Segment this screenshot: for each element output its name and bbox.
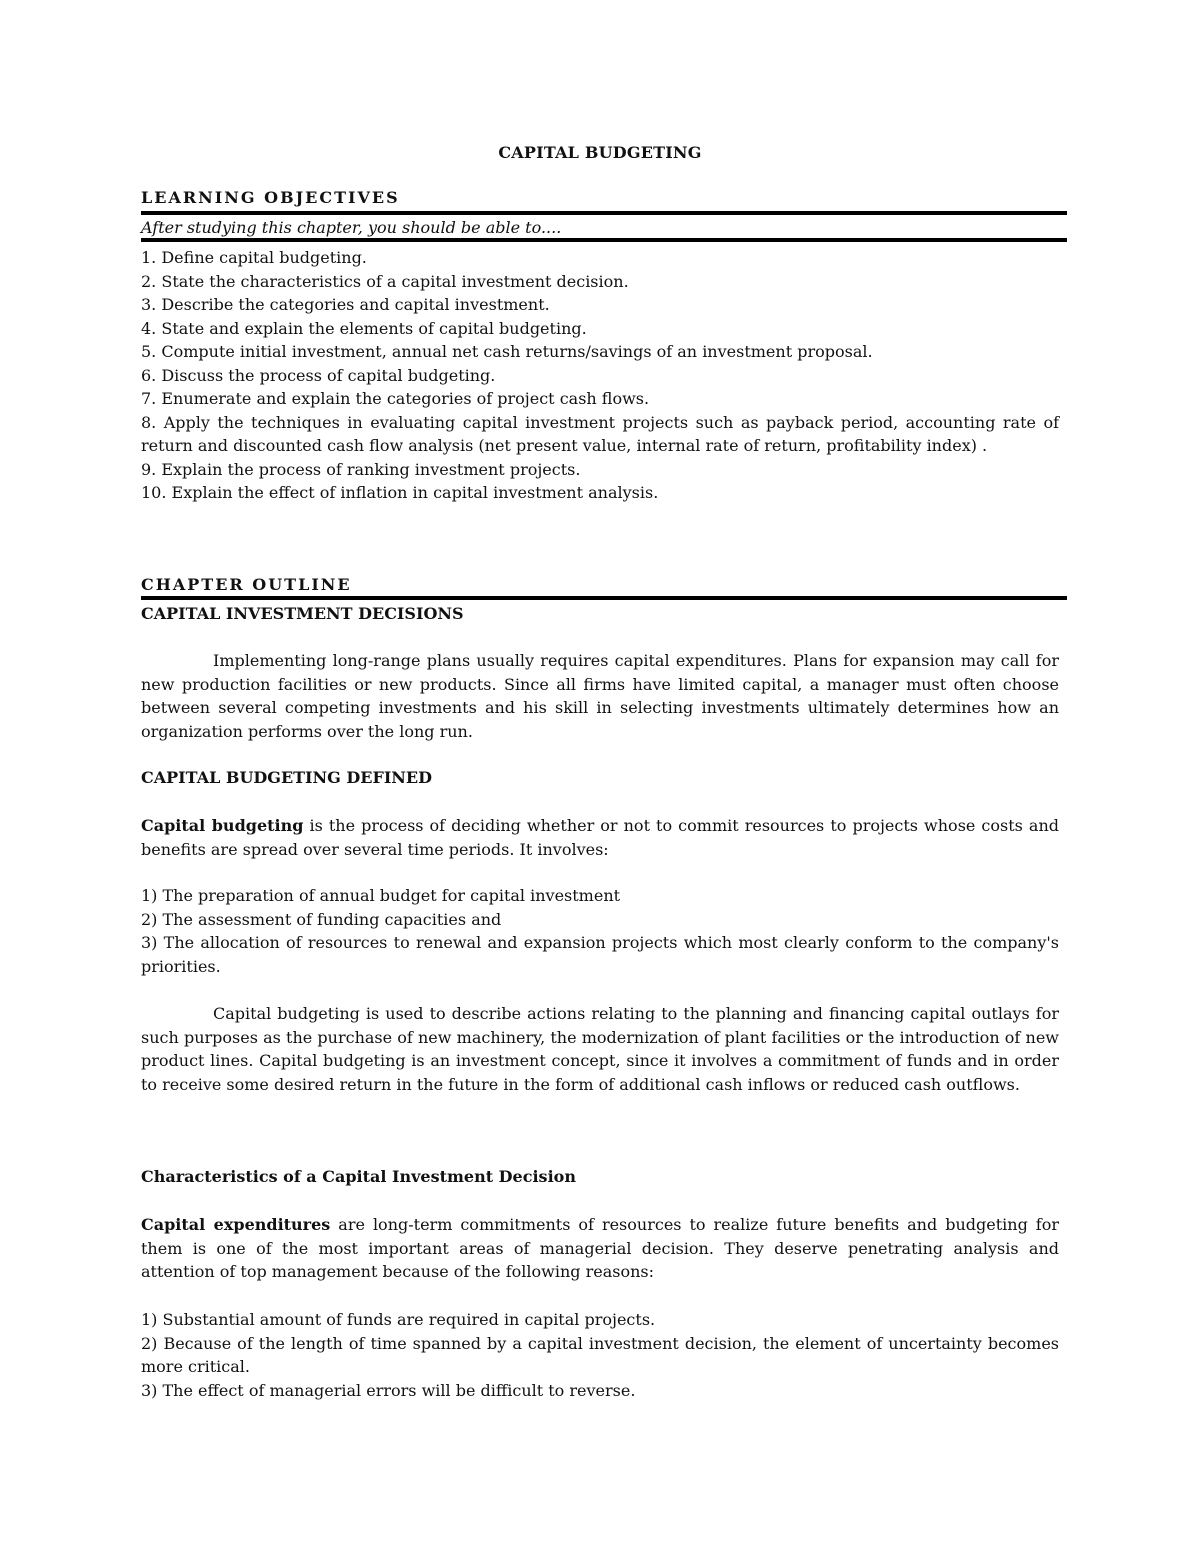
- list-item: 5. Compute initial investment, annual net cash returns/savings of an investment proposal.: [141, 342, 873, 361]
- list-item: 9. Explain the process of ranking investment projects.: [141, 459, 581, 479]
- objectives-list: [141, 246, 1059, 505]
- list-item: 10. Explain the effect of inflation in capital investment analysis.: [141, 483, 659, 502]
- document-title: CAPITAL BUDGETING: [498, 143, 702, 162]
- definition-term: Capital budgeting: [141, 816, 304, 835]
- section-rule: [141, 211, 1067, 215]
- section-rule: [141, 596, 1067, 600]
- characteristics-heading: Characteristics of a Capital Investment Decision: [141, 1167, 576, 1186]
- expenditures-term: Capital expenditures: [141, 1215, 331, 1234]
- list-item: 8. Apply the techniques in evaluating capital investment projects such as payback period, accounting rate of return and discounted cash flow analysis (net present value, internal rate of return, profitability index) .: [141, 412, 1059, 455]
- list-item: 6. Discuss the process of capital budgeting.: [141, 365, 496, 385]
- list-item: 3) The effect of managerial errors will be difficult to reverse.: [141, 1380, 636, 1400]
- definition-text: is the process of deciding whether or not to commit resources to projects whose costs and benefits are spread over several time periods. It involves:: [141, 816, 1060, 859]
- capital-budgeting-defined-heading: CAPITAL BUDGETING DEFINED: [141, 768, 432, 787]
- list-item: 2. State the characteristics of a capital investment decision.: [141, 271, 629, 291]
- list-item: 1) The preparation of annual budget for capital investment: [141, 886, 621, 905]
- list-item: 1. Define capital budgeting.: [141, 248, 367, 267]
- capital-budgeting-involves-list: [141, 884, 1059, 978]
- learning-objectives-heading: LEARNING OBJECTIVES: [141, 188, 400, 207]
- list-item: 2) Because of the length of time spanned by a capital investment decision, the element of uncertainty becomes more critical.: [141, 1333, 1059, 1376]
- capital-budgeting-paragraph: Capital budgeting is used to describe actions relating to the planning and financing capital outlays for such purposes as the purchase of new machinery, the modernization of plant facilities or the introduction of new product lines. Capital budgeting is an investment concept, since it involves a commitment of funds and in order to receive some desired return in the future in the form of additional cash inflows or reduced cash outflows.: [141, 1004, 1059, 1094]
- reasons-list: [141, 1308, 1059, 1402]
- capital-investment-decisions-paragraph: Implementing long-range plans usually requires capital expenditures. Plans for expansion may call for new production facilities or new products. Since all firms have limited capital, a manager must often choose between several competing investments and his skill in selecting investments ultimately determines how an organization performs over the long run.: [141, 651, 1059, 741]
- expenditures-text: are long-term commitments of resources to realize future benefits and budgeting for them is one of the most important areas of managerial decision. They deserve penetrating analysis and attention of top management because of the following reasons:: [141, 1215, 1059, 1281]
- list-item: 7. Enumerate and explain the categories of project cash flows.: [141, 389, 650, 408]
- list-item: 3) The allocation of resources to renewal and expansion projects which most clearly conform to the company's priorities.: [141, 933, 1059, 976]
- chapter-outline-heading: CHAPTER OUTLINE: [141, 575, 352, 594]
- capital-expenditures-paragraph: [141, 1213, 1059, 1284]
- list-item: 3. Describe the categories and capital investment.: [141, 295, 550, 314]
- capital-investment-decisions-heading: CAPITAL INVESTMENT DECISIONS: [141, 604, 464, 623]
- list-item: 2) The assessment of funding capacities and: [141, 909, 502, 929]
- capital-budgeting-definition: [141, 814, 1059, 861]
- list-item: 4. State and explain the elements of capital budgeting.: [141, 318, 587, 338]
- list-item: 1) Substantial amount of funds are required in capital projects.: [141, 1310, 656, 1329]
- objectives-intro: After studying this chapter, you should be able to....: [141, 218, 562, 237]
- section-rule: [141, 238, 1067, 242]
